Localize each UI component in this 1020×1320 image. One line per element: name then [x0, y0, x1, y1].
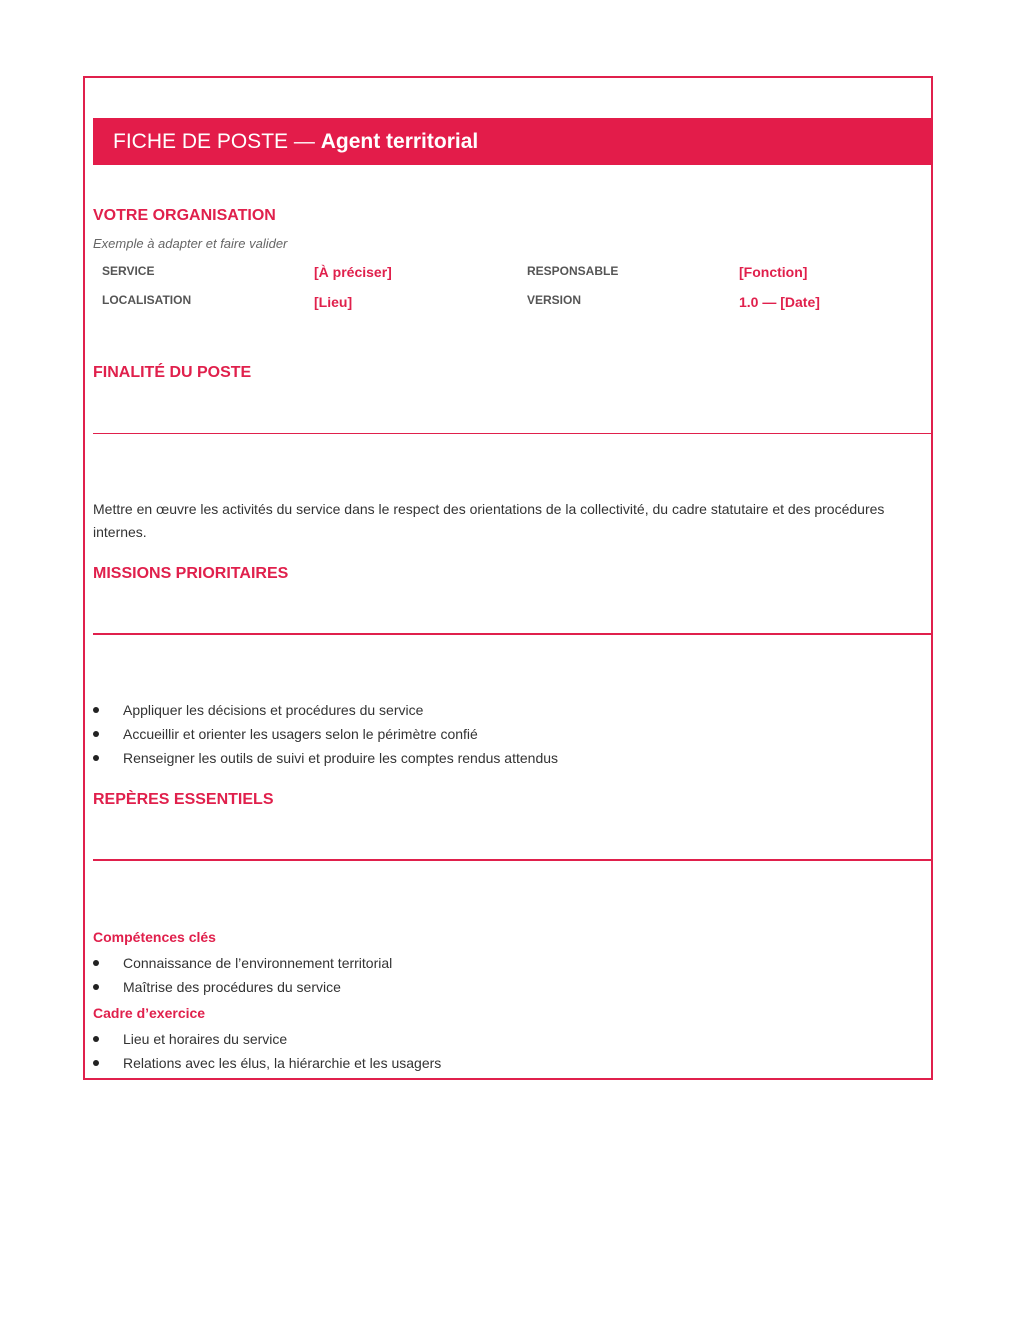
list-item-text: Lieu et horaires du service: [123, 1031, 288, 1047]
service-value: [À préciser]: [314, 264, 392, 280]
title-prefix: FICHE DE POSTE —: [113, 130, 321, 153]
reperes-heading: REPÈRES ESSENTIELS: [93, 791, 274, 808]
list-item: [93, 1027, 441, 1051]
responsable-label: RESPONSABLE: [527, 264, 619, 278]
list-item-text: Appliquer les décisions et procédures du service: [123, 702, 424, 718]
missions-list: [93, 698, 558, 770]
list-item-text: Accueillir et orienter les usagers selon le périmètre confié: [123, 726, 478, 742]
version-label: VERSION: [527, 293, 582, 307]
organisation-note: Exemple à adapter et faire valider: [93, 236, 288, 251]
competences-heading: Compétences clés: [93, 929, 216, 945]
list-item-text: Relations avec les élus, la hiérarchie et les usagers: [123, 1055, 442, 1071]
localisation-value: [Lieu]: [314, 294, 353, 310]
list-item: [93, 746, 558, 770]
list-item-text: Maîtrise des procédures du service: [123, 979, 341, 995]
cadre-list: [93, 1027, 441, 1075]
bullet-icon: [93, 707, 99, 713]
bullet-icon: [93, 1060, 99, 1066]
list-item: [93, 722, 558, 746]
list-item-text: Renseigner les outils de suivi et produire les comptes rendus attendus: [123, 750, 559, 766]
cadre-heading: Cadre d’exercice: [93, 1005, 206, 1021]
bullet-icon: [93, 1036, 99, 1042]
list-item-text: Connaissance de l’environnement territorial: [123, 955, 393, 971]
missions-heading: MISSIONS PRIORITAIRES: [93, 565, 289, 582]
organisation-heading: VOTRE ORGANISATION: [93, 207, 276, 224]
bullet-icon: [93, 731, 99, 737]
title-bold: Agent territorial: [320, 130, 479, 153]
finalite-text: Mettre en œuvre les activités du service dans le respect des orientations de la collectivité, du cadre statutaire et des procédures internes.: [93, 501, 885, 540]
list-item: [93, 698, 558, 722]
section-divider: [93, 633, 933, 635]
list-item: [93, 975, 392, 999]
responsable-value: [Fonction]: [739, 264, 808, 280]
bullet-icon: [93, 755, 99, 761]
section-divider: [93, 859, 933, 861]
finalite-heading: FINALITÉ DU POSTE: [93, 364, 252, 381]
service-label: SERVICE: [102, 264, 155, 278]
section-divider: [93, 433, 933, 434]
version-value: 1.0 — [Date]: [739, 294, 820, 310]
localisation-label: LOCALISATION: [102, 293, 192, 307]
page-title-banner: [93, 118, 933, 165]
bullet-icon: [93, 960, 99, 966]
list-item: [93, 951, 392, 975]
competences-list: [93, 951, 392, 999]
bullet-icon: [93, 984, 99, 990]
list-item: [93, 1051, 441, 1075]
